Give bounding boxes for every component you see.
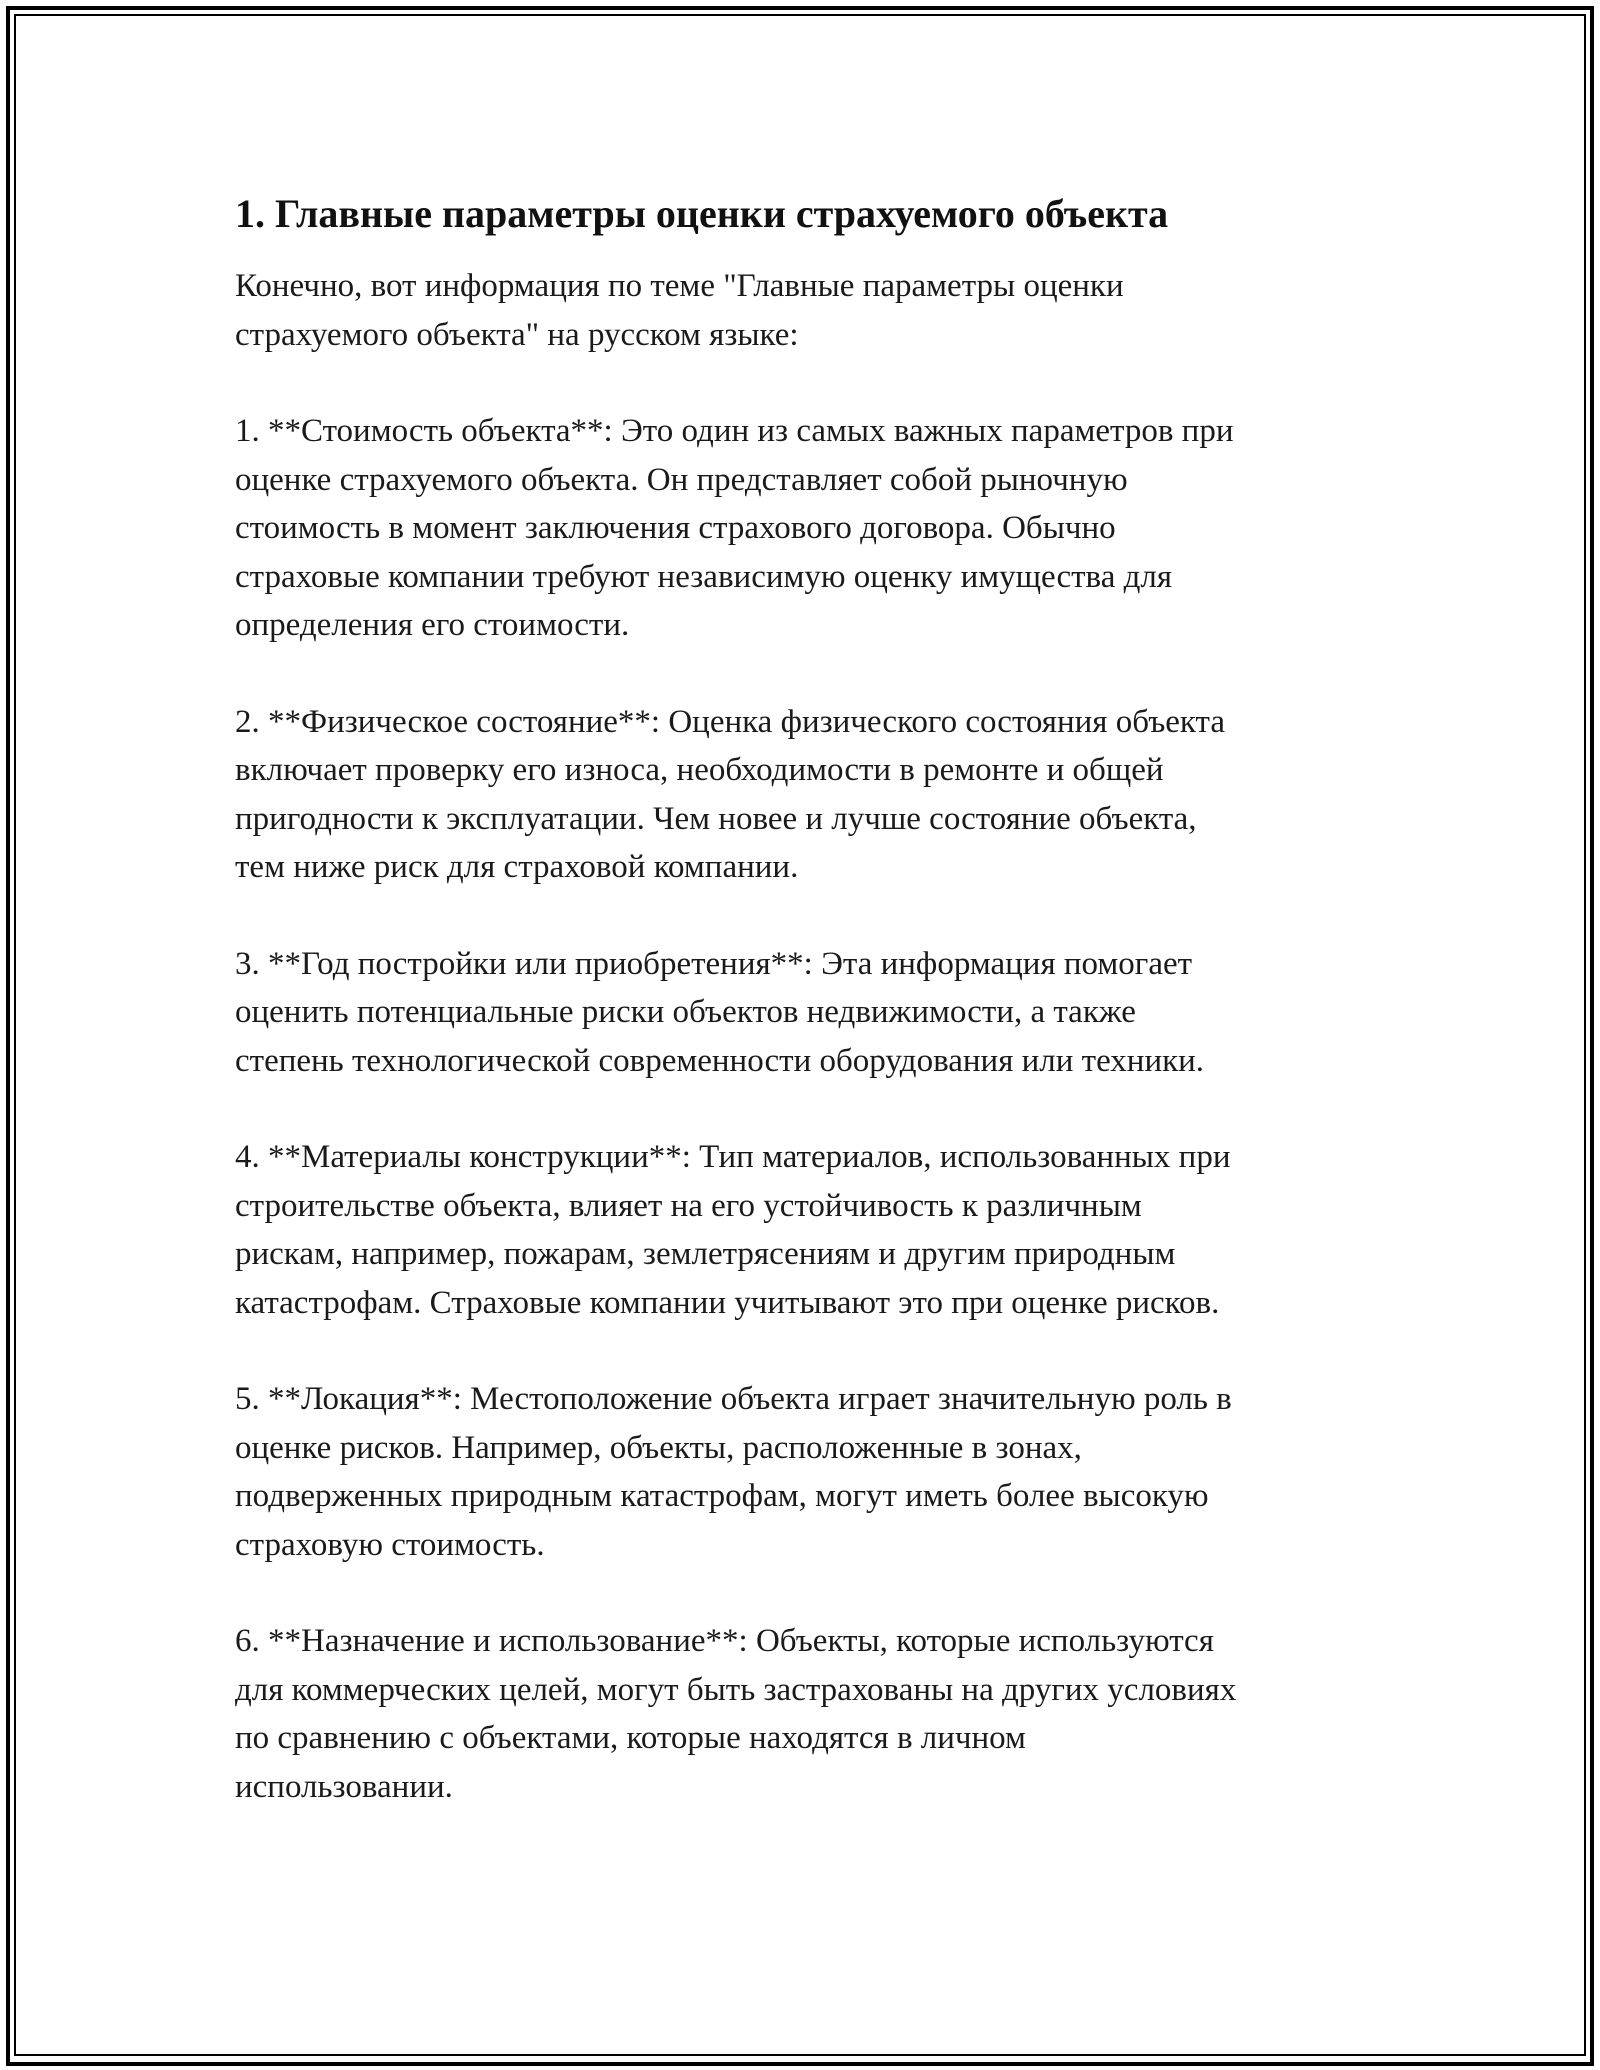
paragraph-physical-condition: 2. **Физическое состояние**: Оценка физического состояния объекта включает проверку его износа, необходимости в ремонте и общей пригодности к эксплуатации. Чем новее и лучше состояние объекта, тем ниже риск для страховой компании. <box>235 703 1225 885</box>
intro-paragraph: Конечно, вот информация по теме "Главные параметры оценки страхуемого объекта" на русском языке: <box>235 268 1124 353</box>
paragraph-location: 5. **Локация**: Местоположение объекта играет значительную роль в оценке рисков. Например, объекты, расположенные в зонах, подверженных природным катастрофам, могут иметь более высокую страховую стоимость. <box>235 1381 1232 1563</box>
document-body <box>235 188 1370 1859</box>
paragraph-cost: 1. **Стоимость объекта**: Это один из самых важных параметров при оценке страхуемого объекта. Он представляет собой рыночную стоимость в момент заключения страхового договора. Обычно страховые компании требуют независимую оценку имущества для определения его стоимости. <box>235 413 1234 643</box>
paragraph-purpose-usage: 6. **Назначение и использование**: Объекты, которые используются для коммерческих целей, могут быть застрахованы на других условиях по сравнению с объектами, которые находятся в личном использовании. <box>235 1623 1237 1805</box>
document-title: 1. Главные параметры оценки страхуемого объекта <box>235 191 1169 236</box>
paragraph-construction-year: 3. **Год постройки или приобретения**: Эта информация помогает оценить потенциальные риски объектов недвижимости, а также степень технологической современности оборудования или техники. <box>235 945 1205 1079</box>
paragraph-construction-materials: 4. **Материалы конструкции**: Тип материалов, использованных при строительстве объекта, влияет на его устойчивость к различным рискам, например, пожарам, землетрясениям и другим природным катастрофам. Страховые компании учитывают это при оценке рисков. <box>235 1139 1231 1321</box>
